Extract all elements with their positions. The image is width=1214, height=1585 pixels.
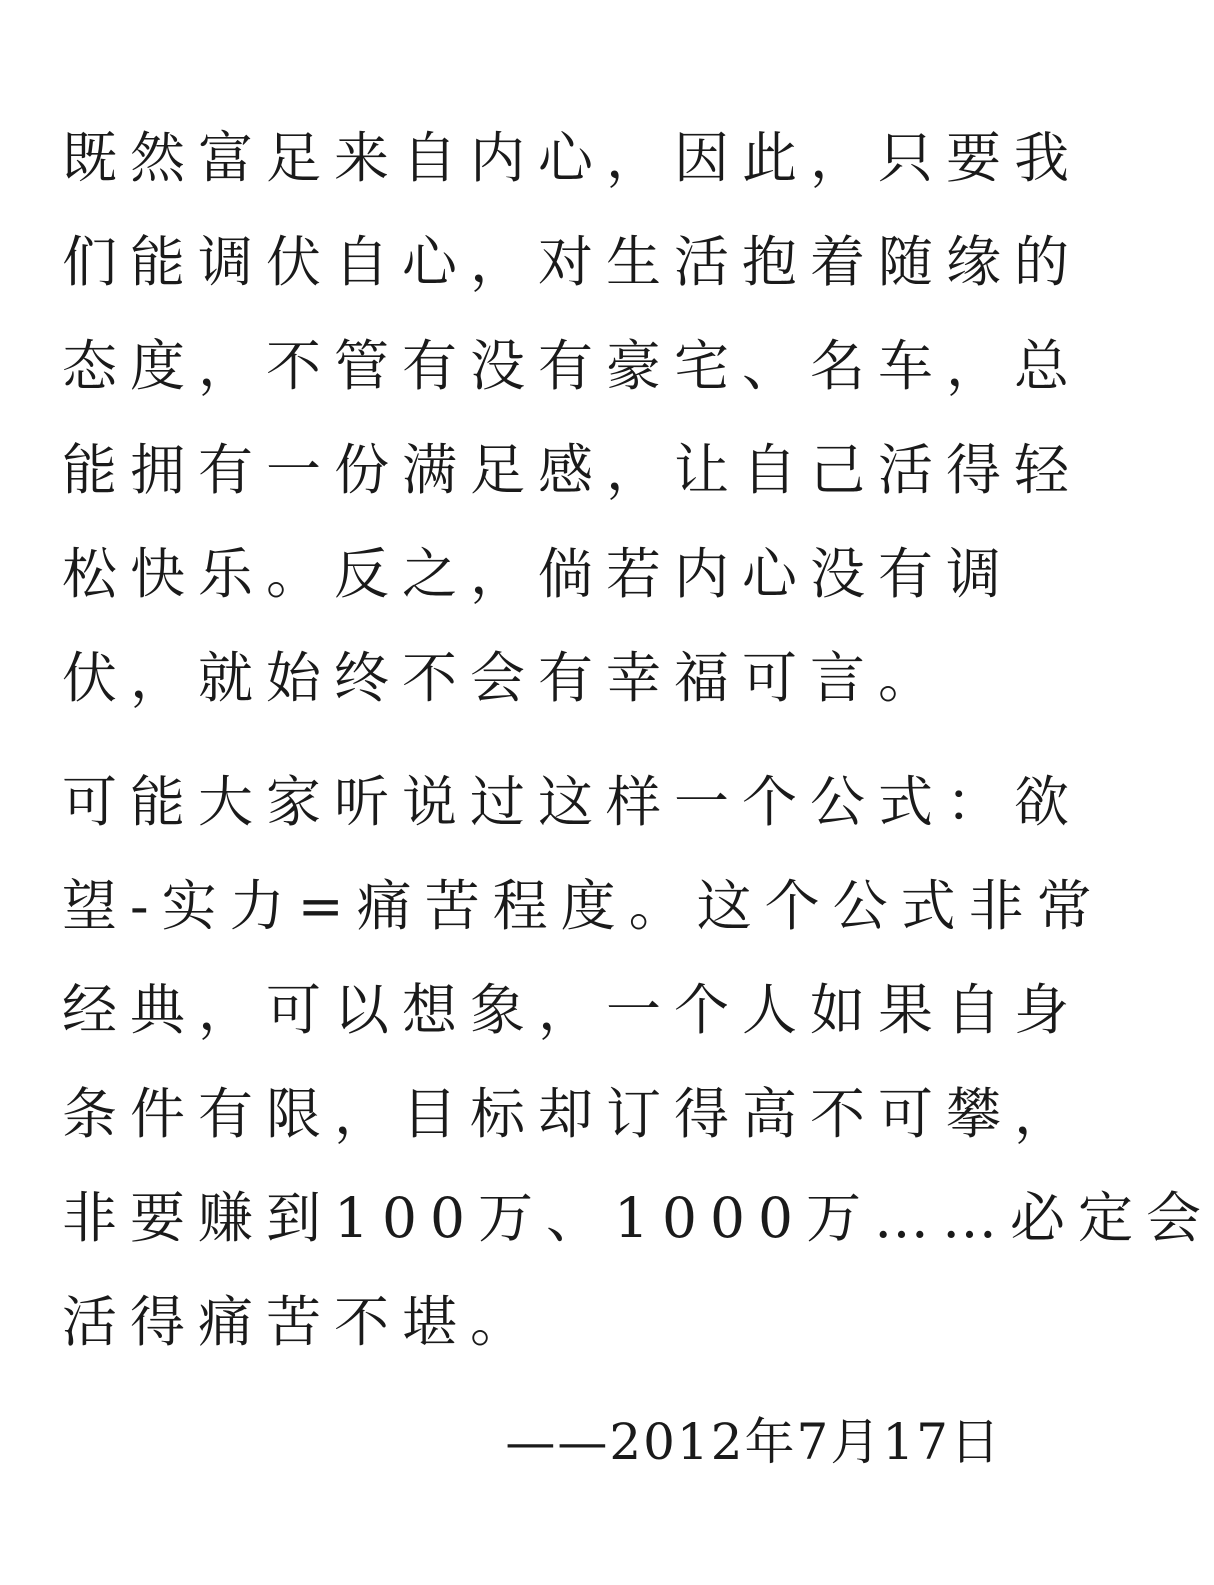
text-line: 望-实力=痛苦程度。这个公式非常	[62, 874, 1105, 938]
text-line: 经典，可以想象，一个人如果自身	[62, 978, 1083, 1042]
text-line: 伏，就始终不会有幸福可言。	[62, 646, 947, 710]
text-line: 既然富足来自内心，因此，只要我	[62, 126, 1083, 190]
text-line: 条件有限，目标却订得高不可攀，	[62, 1082, 1083, 1146]
signature-date: ——2012年7月17日	[505, 1413, 1002, 1471]
text-line: 能拥有一份满足感，让自己活得轻	[62, 438, 1083, 502]
text-line: 活得痛苦不堪。	[62, 1290, 539, 1354]
text-line: 可能大家听说过这样一个公式：欲	[62, 770, 1083, 834]
text-line: 非要赚到100万、1000万……必定会	[62, 1186, 1214, 1250]
text-line: 们能调伏自心，对生活抱着随缘的	[62, 230, 1083, 294]
text-line: 松快乐。反之，倘若内心没有调	[62, 542, 1015, 606]
text-line: 态度，不管有没有豪宅、名车，总	[62, 334, 1083, 398]
